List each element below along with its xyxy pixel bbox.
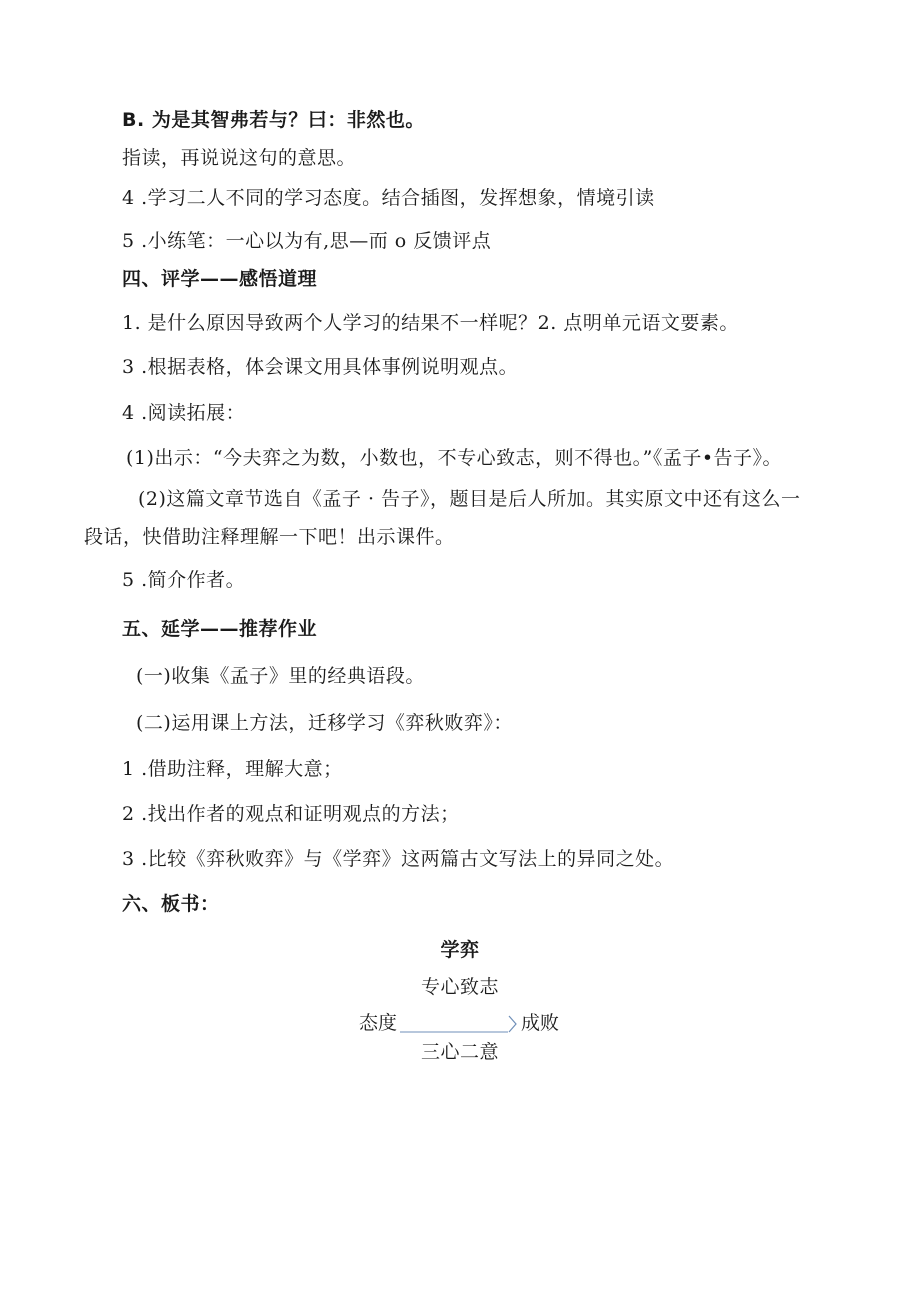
section-4-item-1: 1. 是什么原因导致两个人学习的结果不一样呢？2. 点明单元语文要素。 (122, 312, 739, 334)
section-4-item-3: 3 .根据表格，体会课文用具体事例说明观点。 (122, 356, 519, 378)
section-5-item-3: 3 .比较《弈秋败弈》与《学弈》这两篇古文写法上的异同之处。 (122, 848, 675, 870)
section-4-sub-1: (1)出示：“今夫弈之为数，小数也，不专心致志，则不得也。”《孟子•告子》。 (126, 447, 783, 469)
section-5-part-1: (一)收集《孟子》里的经典语段。 (136, 665, 425, 687)
option-b-line: B. 为是其智弗若与？曰：非然也。 (122, 109, 425, 131)
board-left-text: 态度 (359, 1012, 398, 1034)
section-4-sub-2-cont: 段话，快借助注释理解一下吧！出示课件。 (84, 526, 455, 548)
section-5-part-2: (二)运用课上方法，迁移学习《弈秋败弈》： (136, 712, 513, 734)
arrow-icon (398, 1011, 522, 1037)
board-middle-row (0, 1011, 920, 1037)
instruction-line: 指读，再说说这句的意思。 (122, 147, 357, 169)
board-top-text: 专心致志 (420, 976, 499, 998)
section-4-sub-2: (2)这篇文章节选自《孟子 · 告子》，题目是后人所加。其实原文中还有这么一 (138, 488, 801, 510)
section-5-item-2: 2 .找出作者的观点和证明观点的方法； (122, 803, 460, 825)
board-title: 学弈 (440, 939, 480, 961)
section-4-item-5: 5 .简介作者。 (122, 569, 246, 591)
board-right-text: 成败 (521, 1012, 560, 1034)
step-4-line: 4 .学习二人不同的学习态度。结合插图，发挥想象，情境引读 (122, 187, 655, 209)
section-6-heading: 六、板书： (122, 893, 220, 915)
section-5-item-1: 1 .借助注释，理解大意； (122, 758, 343, 780)
section-4-item-4: 4 .阅读拓展： (122, 402, 246, 424)
section-5-heading: 五、延学——推荐作业 (122, 618, 318, 640)
section-4-heading: 四、评学——感悟道理 (122, 268, 318, 290)
step-5-line: 5 .小练笔：一心以为有,思—而 o 反馈评点 (122, 230, 492, 252)
board-bottom-text: 三心二意 (420, 1041, 499, 1063)
